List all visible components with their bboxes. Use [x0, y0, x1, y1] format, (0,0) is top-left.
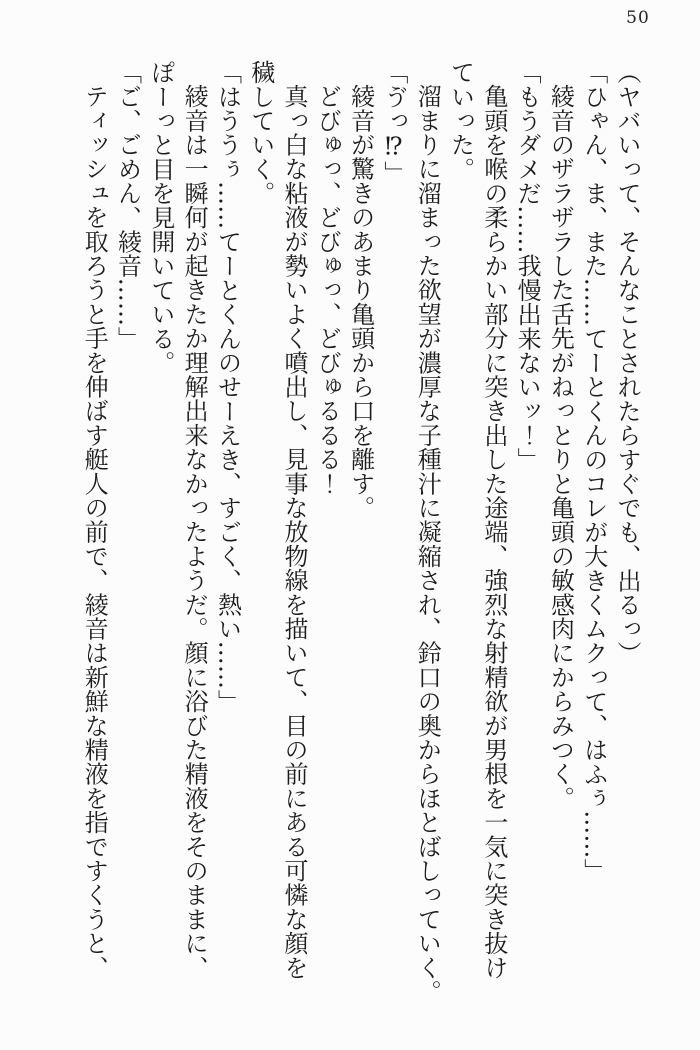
text-column: （ヤバいって、そんなことされたらすぐでも、出るっ）	[613, 60, 641, 665]
text-column: 亀頭を喉の柔らかい部分に突き出した途端、強烈な射精欲が男根を一気に突き抜け	[479, 84, 508, 980]
text-column: どびゅっ、どびゅっ、どびゅるるる！	[313, 84, 342, 496]
text-column: ていった。	[446, 60, 475, 181]
text-column: ぽーっと目を見開いている。	[146, 60, 175, 375]
text-column: 「はううぅ……てーとくんのせーえき、すごく、熱い……」	[213, 60, 242, 714]
text-column: 「もうダメだ……我慢出来ないッ！」	[513, 60, 542, 472]
page-text-columns	[76, 60, 643, 1045]
text-column: 「ひゃん、ま、また……てーとくんのコレが大きくムクって、はふぅ……」	[579, 60, 608, 883]
text-column: 綾音が驚きのあまり亀頭から口を離す。	[346, 84, 375, 520]
text-column: 真っ白な粘液が勢いよく噴出し、見事な放物線を描いて、目の前にある可憐な顔を	[280, 84, 309, 980]
page-number: 50	[626, 8, 650, 28]
text-column: ティッシュを取ろうと手を伸ばす艇人の前で、綾音は新鮮な精液を指ですくうと、	[80, 84, 109, 980]
text-column: 「ゔっ⁉」	[379, 60, 408, 185]
text-column: 綾音のザラザラした舌先がねっとりと亀頭の敏感肉にからみつく。	[546, 84, 575, 810]
text-column: 「ご、ごめん、綾音……」	[113, 60, 142, 351]
text-column: 溜まりに溜まった欲望が濃厚な子種汁に凝縮され、鈴口の奥からほとばしっていく。	[413, 84, 442, 1004]
text-column: 綾音は一瞬何が起きたか理解出来なかったようだ。顔に浴びた精液をそのままに、	[180, 84, 209, 980]
text-column: 穢していく。	[246, 60, 275, 206]
